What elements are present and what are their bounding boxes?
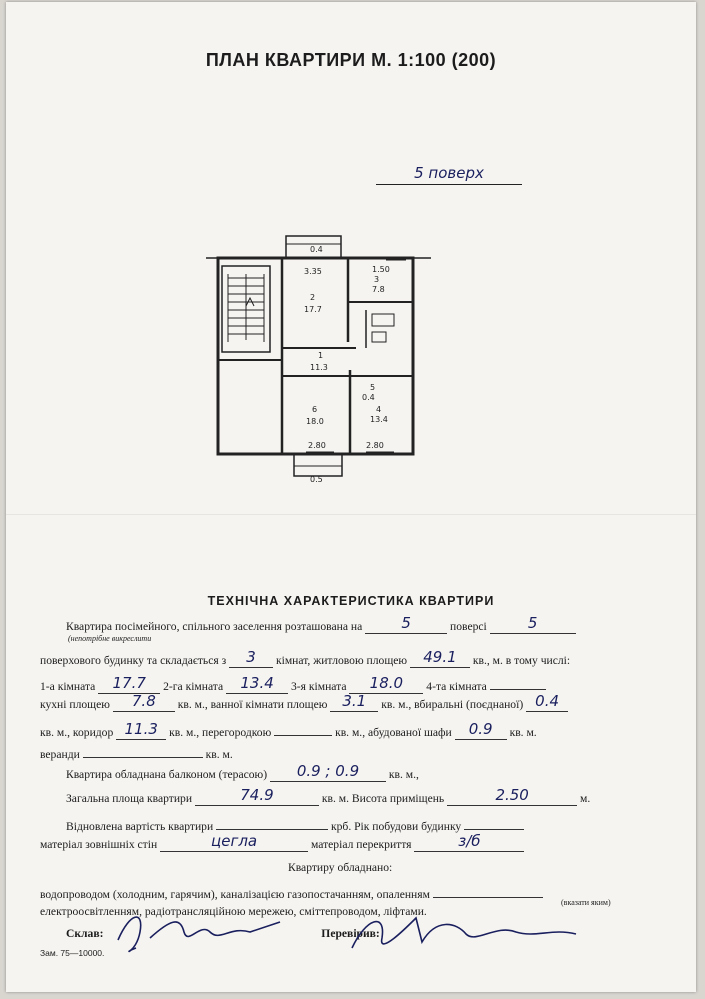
line-kitchen-bath (40, 692, 660, 713)
label: кімнат, житловою площею (275, 654, 408, 667)
label: Квартира посімейного, спільного заселення розташована на (66, 620, 363, 633)
compiled-by-label: Склав: (66, 927, 104, 940)
plan-label: 2.80 (308, 441, 326, 450)
field-total-area: 74.9 (195, 790, 319, 806)
plan-label: 1.50 (372, 265, 390, 274)
label: кв. м., (388, 768, 419, 781)
line-veranda (40, 742, 660, 763)
line-location (40, 614, 686, 635)
field-veranda (83, 742, 203, 758)
page-title: ПЛАН КВАРТИРИ М. 1:100 (200) (205, 50, 497, 70)
field-cost (216, 814, 328, 830)
label: Квартира обладнана балконом (терасою) (66, 768, 268, 781)
signature-checked (346, 898, 586, 962)
plan-label: 2 (310, 293, 316, 302)
label: матеріал перекриття (310, 838, 412, 851)
label: електроосвітленням, радіотрансляційною мережею, сміттепроводом, ліфтами. (40, 905, 427, 918)
line-materials (40, 832, 660, 853)
note-crossout: (непотрібне викреслити (68, 634, 152, 643)
label: Квартиру обладнано: (288, 861, 393, 874)
field-closet: 0.9 (455, 724, 507, 740)
label: кв. м., ванної кімнати площею (177, 698, 328, 711)
field-toilet: 0.4 (526, 696, 568, 712)
plan-label: 18.0 (306, 417, 324, 426)
field-room-count: 3 (229, 652, 273, 668)
field-floor: 5 (365, 618, 447, 634)
label: поверхового будинку та складається з (40, 654, 227, 667)
label: Відновлена вартість квартири (66, 820, 214, 833)
plan-label: 5 (370, 383, 376, 392)
field-build-year (464, 814, 524, 830)
label: кв. м., перегородкою (169, 726, 272, 739)
field-corridor: 11.3 (116, 724, 166, 740)
line-total-area (40, 786, 686, 807)
floor-plan (206, 230, 436, 490)
label: кв. м. (509, 726, 537, 739)
field-living-area: 49.1 (410, 652, 470, 668)
section-title: ТЕХНІЧНА ХАРАКТЕРИСТИКА КВАРТИРИ (207, 594, 495, 608)
label: кв., м. в тому числі: (472, 654, 571, 667)
line-corridor (40, 720, 660, 741)
label: веранди (40, 748, 80, 761)
document-sheet (6, 2, 696, 992)
checked-by-label: Перевірив: (321, 927, 380, 940)
plan-label: 2.80 (366, 441, 384, 450)
field-floor-material: з/б (414, 836, 524, 852)
line-rooms (40, 648, 660, 669)
label: поверсі (450, 620, 487, 633)
line-equipped (40, 860, 705, 876)
field-bathroom: 3.1 (330, 696, 378, 712)
label: 1-а кімната (40, 680, 96, 693)
label: кв. м., абудованої шафи (335, 726, 452, 739)
label: м. (580, 792, 591, 805)
plan-label: 3 (374, 275, 380, 284)
line-balcony (40, 762, 686, 783)
label: кв. м. (205, 748, 233, 761)
floor-note (376, 164, 522, 185)
note-which: (вказати яким) (561, 898, 611, 907)
label: 2-га кімната (163, 680, 224, 693)
label: кухні площею (40, 698, 110, 711)
plan-label: 1 (318, 351, 324, 360)
label: кв. м., коридор (40, 726, 114, 739)
order-number: Зам. 75—10000. (40, 948, 105, 958)
label: 3-я кімната (290, 680, 347, 693)
label: Загальна площа квартири (66, 792, 193, 805)
field-balcony: 0.9 ; 0.9 (270, 766, 386, 782)
field-room-2: 13.4 (226, 678, 288, 694)
field-floors-total: 5 (490, 618, 576, 634)
plan-label: 0.5 (310, 475, 323, 484)
field-room-4 (490, 674, 546, 690)
label: 4-та кімната (426, 680, 487, 693)
field-wall-material: цегла (160, 836, 308, 852)
plan-label: 13.4 (370, 415, 388, 424)
label: кв. м. Висота приміщень (321, 792, 445, 805)
signature-compiled (110, 902, 310, 962)
floor-note-text: 5 поверх (414, 164, 484, 182)
plan-label: 17.7 (304, 305, 322, 314)
line-cost (40, 814, 686, 835)
field-room-3: 18.0 (349, 678, 423, 694)
fold-crease (6, 514, 696, 515)
plan-label: 6 (312, 405, 318, 414)
label: матеріал зовнішніх стін (40, 838, 158, 851)
plan-label: 7.8 (372, 285, 385, 294)
plan-label: 0.4 (362, 393, 375, 402)
field-partition (274, 720, 332, 736)
field-kitchen: 7.8 (113, 696, 175, 712)
label: крб. Рік побудови будинку (330, 820, 462, 833)
plan-label: 11.3 (310, 363, 328, 372)
label: водопроводом (холодним, гарячим), каналізацією газопостачанням, опаленням (40, 888, 430, 901)
plan-label: 4 (376, 405, 382, 414)
field-room-1: 17.7 (98, 678, 160, 694)
field-heating (433, 882, 543, 898)
field-height: 2.50 (447, 790, 577, 806)
plan-label: 3.35 (304, 267, 322, 276)
plan-label: 0.4 (310, 245, 323, 254)
label: кв. м., вбиральні (поєднаної) (381, 698, 524, 711)
